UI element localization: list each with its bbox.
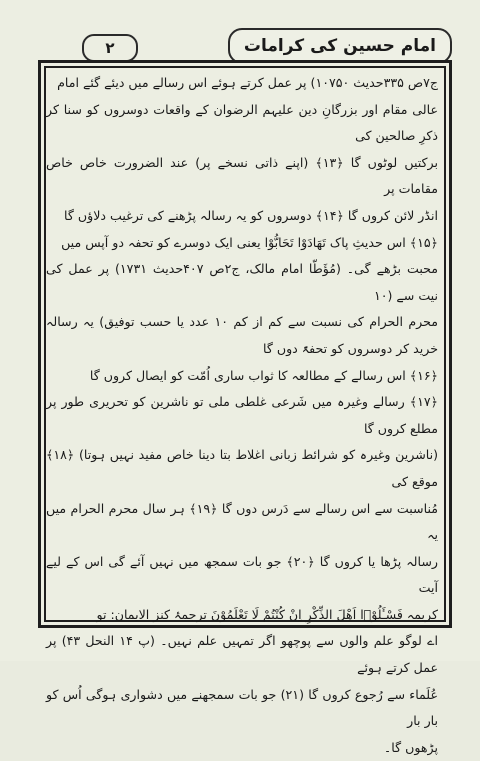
text-line: ج۷ص ۳۳۵حدیث ۱۰۷۵۰) پر عمل کرتے ہوئے اس رسالے میں دیئے گئے امام xyxy=(57,75,438,90)
text-line: عُلَماء سے رُجوع کروں گا (۲۱) جو بات سمجھنے میں دشواری ہوگی اُس کو بار بار xyxy=(46,686,438,729)
body-text xyxy=(46,70,439,755)
text-line: برکتیں لوٹوں گا ﴿۱۳﴾ (اپنے ذاتی نسخے پر) عند الضرورت خاص خاص مقامات پر xyxy=(46,154,438,197)
text-line: انڈر لائن کروں گا ﴿۱۴﴾ دوسروں کو یہ رسالہ پڑھنے کی ترغیب دلاؤں گا xyxy=(64,207,438,223)
text-line: محرم الحرام کی نسبت سے کم از کم ۱۰ عدد یا حسب توفیق) یہ رسالہ خرید کر دوسروں کو تحفۃً دوں گا xyxy=(46,314,438,356)
text-line: رسالہ پڑھا یا کروں گا ﴿۲۰﴾ جو بات سمجھ میں نہیں آئے گی اس کے لیے آیت xyxy=(46,553,438,596)
text-line: کریمہ فَسْـَٔلُوْۤا اَهْلَ الذِّكْرِ اِنْ كُنْتُمْ لَا تَعْلَمُوْنَ ترجمۂ کنز الایمان: تو xyxy=(96,606,438,622)
text-line: محبت بڑھے گی۔ (مُؤَطّا امام مالک، ج۲ص ۴۰۷حدیث ۱۷۳۱) پر عمل کی نیت سے (۱۰ xyxy=(46,261,439,303)
text-line: پڑھوں گا۔ xyxy=(383,739,438,755)
text-line: ﴿۱۶﴾ اس رسالے کے مطالعہ کا ثواب ساری اُمّت کو ایصال کروں گا xyxy=(89,367,438,383)
text-line: مُناسبت سے اس رسالے سے دَرس دوں گا ﴿۱۹﴾ ہر سال محرم الحرام میں یہ xyxy=(46,500,438,543)
text-line: (ناشرین وغیرہ کو شرائط زبانی اغلاط بتا دینا خاص مفید نہیں ہوتا) ﴿۱۸﴾ موقع کی xyxy=(46,447,438,489)
text-line: عالی مقام اور بزرگانِ دین علیہم الرضوان کے واقعات دوسروں کو سنا کر ذکرِ صالحین کی xyxy=(46,101,438,144)
text-line: ﴿۱۵﴾ اس حدیثِ پاک تَهَادَوْا تَحَابُّوْا یعنی ایک دوسرے کو تحفہ دو آپس میں xyxy=(61,234,438,250)
text-line: ﴿۱۷﴾ رسالے وغیرہ میں شَرعی غلطی ملی تو ناشرین کو تحریری طور پر مطلع کروں گا xyxy=(46,394,438,436)
text-line: اے لوگو علم والوں سے پوچھو اگر تمہیں علم نہیں۔ (پ ۱۴ النحل ۴۳) پر عمل کرتے ہوئے xyxy=(46,633,439,676)
page-number: ۲ xyxy=(82,34,138,62)
page-title: امام حسین کی کرامات xyxy=(228,28,452,64)
